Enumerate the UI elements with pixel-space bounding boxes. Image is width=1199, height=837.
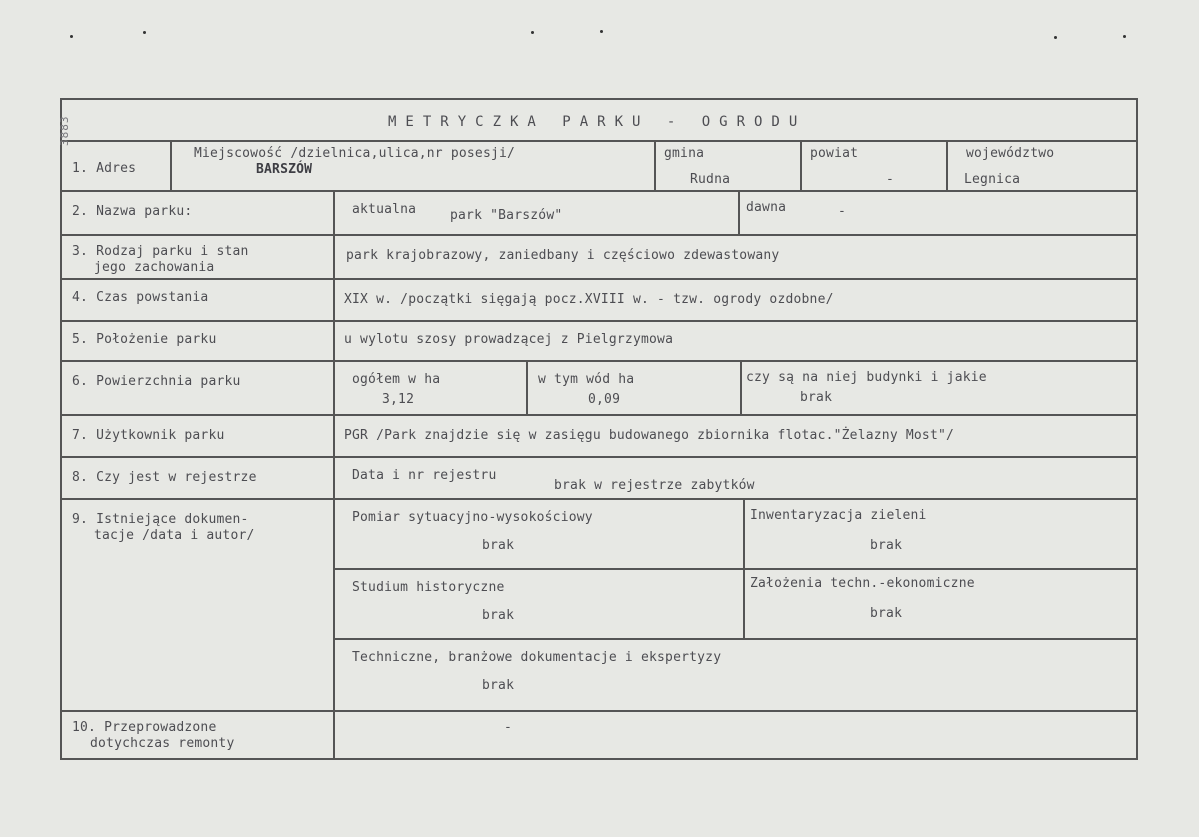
park-type-label: 3. Rodzaj parku i stan — [72, 244, 249, 259]
documentation-label: 9. Istniejące dokumen- — [72, 512, 249, 527]
technical-docs-value: brak — [482, 678, 515, 693]
scan-speck — [143, 31, 146, 34]
technical-docs-label: Techniczne, branżowe dokumentacje i ekspertyzy — [352, 650, 722, 665]
register-value: brak w rejestrze zabytków — [554, 478, 755, 493]
powiat-value: - — [886, 172, 895, 187]
documentation-label-cont: tacje /data i autor/ — [94, 528, 255, 543]
water-area-value: 0,09 — [588, 392, 621, 407]
register-date-label: Data i nr rejestru — [352, 468, 497, 483]
total-area-label: ogółem w ha — [352, 372, 441, 387]
scan-speck — [1123, 35, 1126, 38]
park-name-label: 2. Nazwa parku: — [72, 204, 193, 219]
user-label: 7. Użytkownik parku — [72, 428, 225, 443]
powiat-label: powiat — [810, 146, 859, 161]
historical-study-label: Studium historyczne — [352, 580, 505, 595]
creation-time-value: XIX w. /początki sięgają pocz.XVIII w. - tzw. ogrody ozdobne/ — [344, 292, 834, 307]
gmina-value: Rudna — [690, 172, 731, 187]
current-name-label: aktualna — [352, 202, 417, 217]
buildings-value: brak — [800, 390, 833, 405]
park-record-form — [60, 98, 1138, 760]
area-label: 6. Powierzchnia parku — [72, 374, 241, 389]
water-area-label: w tym wód ha — [538, 372, 635, 387]
survey-value: brak — [482, 538, 515, 553]
buildings-label: czy są na niej budynki i jakie — [746, 370, 987, 385]
register-label: 8. Czy jest w rejestrze — [72, 470, 257, 485]
renovations-value: - — [504, 720, 513, 735]
locality-label: Miejscowość /dzielnica,ulica,nr posesji/ — [194, 146, 516, 161]
user-value: PGR /Park znajdzie się w zasięgu budowanego zbiornika flotac."Żelazny Most"/ — [344, 428, 955, 443]
form-title: METRYCZKA PARKU - OGRODU — [388, 114, 807, 130]
voivodeship-value: Legnica — [964, 172, 1021, 187]
location-value: u wylotu szosy prowadzącej z Pielgrzymowa — [344, 332, 674, 347]
archive-stamp: 3883 — [58, 115, 71, 146]
tech-econ-label: Założenia techn.-ekonomiczne — [750, 576, 975, 591]
voivodeship-label: województwo — [966, 146, 1055, 161]
park-type-value: park krajobrazowy, zaniedbany i częściowo zdewastowany — [346, 248, 780, 263]
greenery-inventory-value: brak — [870, 538, 903, 553]
survey-label: Pomiar sytuacyjno-wysokościowy — [352, 510, 593, 525]
former-name-value: - — [838, 204, 847, 219]
park-type-label-cont: jego zachowania — [94, 260, 215, 275]
renovations-label: 10. Przeprowadzone — [72, 720, 217, 735]
location-label: 5. Położenie parku — [72, 332, 217, 347]
locality-value: BARSZÓW — [256, 162, 313, 177]
former-name-label: dawna — [746, 200, 787, 215]
gmina-label: gmina — [664, 146, 705, 161]
greenery-inventory-label: Inwentaryzacja zieleni — [750, 508, 927, 523]
renovations-label-cont: dotychczas remonty — [90, 736, 235, 751]
tech-econ-value: brak — [870, 606, 903, 621]
creation-time-label: 4. Czas powstania — [72, 290, 209, 305]
total-area-value: 3,12 — [382, 392, 415, 407]
historical-study-value: brak — [482, 608, 515, 623]
scan-speck — [600, 30, 603, 33]
scan-speck — [1054, 36, 1057, 39]
address-label: 1. Adres — [72, 161, 137, 176]
scan-speck — [531, 31, 534, 34]
current-name-value: park "Barszów" — [450, 208, 563, 223]
scan-speck — [70, 35, 73, 38]
